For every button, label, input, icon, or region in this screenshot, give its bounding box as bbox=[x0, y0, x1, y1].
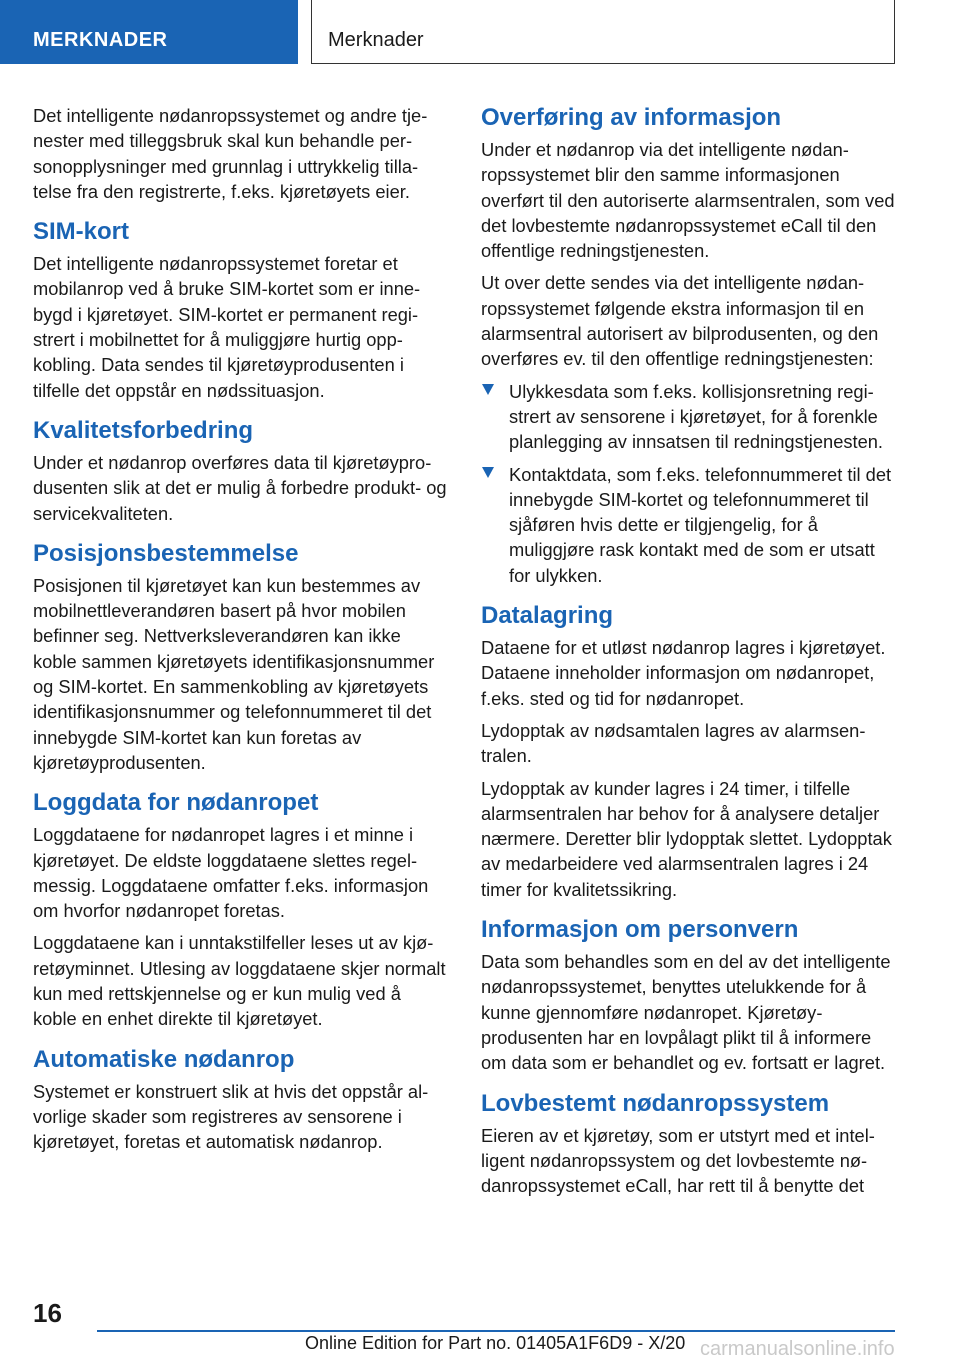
transfer-section bbox=[481, 103, 897, 588]
list-item bbox=[481, 379, 897, 455]
log-paragraph-1: Loggdataene for nødanropet lagres i et minne i kjøretøyet. De eldste loggdataene slettes regelmessig. Loggdataene omfatter f.eks. informasjon om hvorfor nødanropet foretas. bbox=[33, 824, 429, 922]
sim-heading: SIM-kort bbox=[33, 218, 129, 246]
watermark: carmanualsonline.info bbox=[700, 1338, 895, 1360]
intro-section bbox=[33, 103, 447, 204]
triangle-bullet-icon bbox=[482, 384, 494, 395]
auto-heading: Automatiske nødanrop bbox=[33, 1045, 295, 1073]
left-column bbox=[33, 103, 447, 1168]
storage-heading: Datalagring bbox=[481, 602, 614, 630]
transfer-heading: Overføring av informasjon bbox=[481, 104, 782, 131]
sim-paragraph: Det intelligente nødanropssystemet foretar et mobilanrop ved å bruke SIM-kortet som er innebygd i kjøretøyet. SIM-kortet er permanent registrert i mobilnettet for å muliggjøre hurtig oppkobling. Data sendes til kjøretøyprodusenten i tilfelle det oppstår en nødssituasjon. bbox=[33, 253, 421, 401]
transfer-paragraph-1: Under et nødanrop via det intelligente nødanropssystemet blir den samme informasjonen overført til den autoriserte alarmsentralen, som ved det lovbestemte nødanropssystemet eCall til den offentlige redningstjenesten. bbox=[481, 139, 895, 262]
position-paragraph: Posisjonen til kjøretøyet kan kun bestemmes av mobilnettleverandøren basert på hvor mobilen befinner seg. Nettverksleverandøren kan ikke koble sammen kjøretøyets identifikasjonsnummer og SIM-kortet. En sammenkobling av kjøretøyets identifikasjonsnummer og telefonnummeret til det innebygde SIM-kortet kan kun foretas av kjøretøyprodusenten. bbox=[33, 574, 435, 773]
page-number: 16 bbox=[33, 1298, 62, 1328]
chapter-tab: MERKNADER bbox=[0, 0, 298, 64]
legal-section bbox=[481, 1089, 897, 1199]
storage-paragraph-3: Lydopptak av kunder lagres i 24 timer, i tilfelle alarmsentralen har behov for å analysere detaljer nærmere. Deretter blir lydopptak slettet. Lydopptak av medarbeidere ved alarmsentralen lagres i 24 timer for kvalitetssikring. bbox=[481, 777, 892, 900]
privacy-section bbox=[481, 915, 897, 1075]
intro-paragraph: Det intelligente nødanropssystemet og andre tjenester med tilleggsbruk skal kun behandle personopplysninger med grunnlag i uttrykkelig tillatelse fra den registrerte, f.eks. kjøretøyets eier. bbox=[33, 105, 428, 202]
legal-paragraph: Eieren av et kjøretøy, som er utstyrt med et intelligent nødanropssystem og det lovbestemte nødanropssystemet eCall, har rett til å benytte det bbox=[481, 1124, 875, 1197]
right-column bbox=[481, 103, 897, 1211]
list-item-text: Kontaktdata, som f.eks. telefonnummeret til det innebygde SIM-kortet og telefonnummeret til sjåføren hvis dette er tilgjengelig, for å muliggjøre rask kontakt med de som er utsatt for ulykken. bbox=[509, 463, 892, 586]
quality-section bbox=[33, 416, 447, 526]
list-item bbox=[481, 462, 897, 588]
storage-paragraph-1: Dataene for et utløst nødanrop lagres i kjøretøyet. Dataene inneholder informasjon om nødanropet, f.eks. sted og tid for nødanropet. bbox=[481, 637, 886, 709]
storage-section bbox=[481, 601, 897, 902]
log-section bbox=[33, 788, 447, 1031]
triangle-bullet-icon bbox=[482, 467, 494, 478]
quality-heading: Kvalitetsforbedring bbox=[33, 416, 254, 444]
privacy-heading: Informasjon om personvern bbox=[481, 916, 799, 944]
auto-section bbox=[33, 1045, 447, 1155]
privacy-paragraph: Data som behandles som en del av det intelligente nødanropssystemet, benyttes utelukkende for å kunne gjennomføre nødanropet. Kjøretøyprodusenten har en lovpålagt plikt til å informere om data som er behandlet og ev. fortsatt er lagret. bbox=[481, 951, 891, 1074]
storage-paragraph-2: Lydopptak av nødsamtalen lagres av alarmsentralen. bbox=[481, 719, 866, 767]
auto-paragraph: Systemet er konstruert slik at hvis det oppstår alvorlige skader som registreres av sensorene i kjøretøyet, foretas et automatisk nødanrop. bbox=[33, 1080, 429, 1153]
log-paragraph-2: Loggdataene kan i unntakstilfeller leses ut av kjøretøyminnet. Utlesing av loggdataene skjer normalt kun med rettskjennelse og er kun mulig ved å koble en enhet direkte til kjøretøyet. bbox=[33, 932, 446, 1030]
edition-text: Online Edition for Part no. 01405A1F6D9 - X/20 bbox=[305, 1333, 686, 1353]
transfer-list bbox=[481, 379, 897, 588]
transfer-paragraph-2: Ut over dette sendes via det intelligente nødanropssystemet følgende ekstra informasjon til en alarmsentral autorisert av bilprodusenten, og den overføres ev. til den offentlige redningstjenesten: bbox=[481, 272, 879, 370]
chapter-title: Merknader bbox=[311, 0, 895, 64]
footer-divider bbox=[97, 1330, 895, 1332]
list-item-text: Ulykkesdata som f.eks. kollisjonsretning registrert av sensorene i kjøretøyet, for å forenkle planlegging av innsatsen til redningstjenesten. bbox=[509, 380, 884, 453]
position-section bbox=[33, 539, 447, 775]
log-heading: Loggdata for nødanropet bbox=[33, 789, 319, 817]
position-heading: Posisjonsbestemmelse bbox=[33, 539, 299, 567]
sim-section bbox=[33, 217, 447, 403]
legal-heading: Lovbestemt nødanropssystem bbox=[481, 1089, 830, 1117]
quality-paragraph: Under et nødanrop overføres data til kjøretøyprodusenten slik at det er mulig å forbedre produkt- og servicekvaliteten. bbox=[33, 451, 447, 524]
